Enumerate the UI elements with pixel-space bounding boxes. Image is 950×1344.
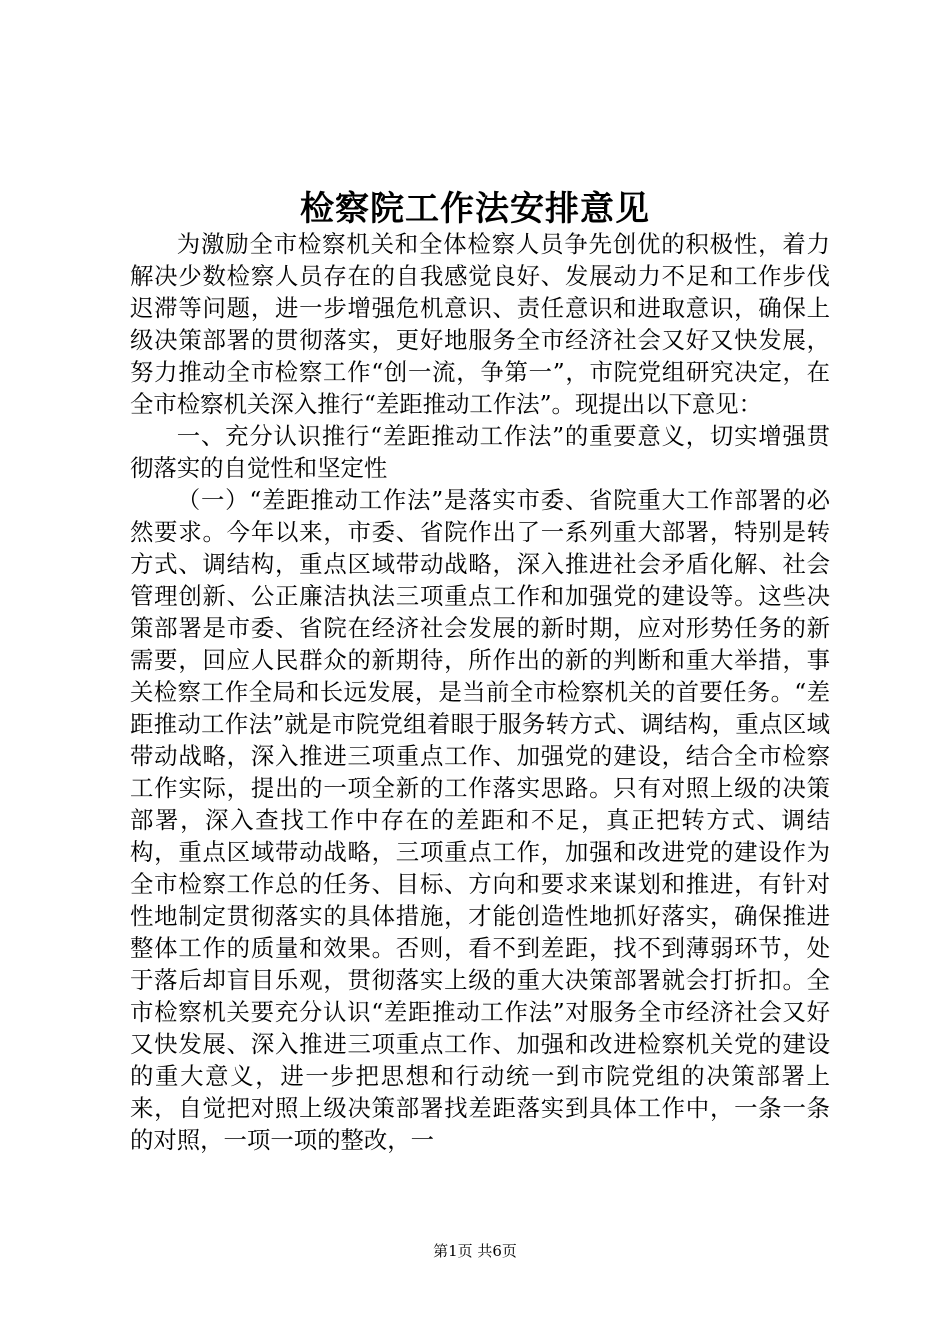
paragraph-subsection-1: （一）“差距推动工作法”是落实市委、省院重大工作部署的必然要求。今年以来，市委、省院作出了一系列重大部署，特别是转方式、调结构，重点区域带动战略，深入推进社会矛盾化解、社会管理创新、公正廉洁执法三项重点工作和加强党的建设等。这些决策部署是市委、省院在经济社会发展的新时期，应对形势任务的新需要，回应人民群众的新期待，所作出的新的判断和重大举措，事关检察工作全局和长远发展，是当前全市检察机关的首要任务。“差距推动工作法”就是市院党组着眼于服务转方式、调结构，重点区域带动战略，深入推进三项重点工作、加强党的建设，结合全市检察工作实际，提出的一项全新的工作落实思路。只有对照上级的决策部署，深入查找工作中存在的差距和不足，真正把转方式、调结构，重点区域带动战略，三项重点工作，加强和改进党的建设作为全市检察工作总的任务、目标、方向和要求来谋划和推进，有针对性地制定贯彻落实的具体措施，才能创造性地抓好落实，确保推进整体工作的质量和效果。否则，看不到差距，找不到薄弱环节，处于落后却盲目乐观，贯彻落实上级的重大决策部署就会打折扣。全市检察机关要充分认识“差距推动工作法”对服务全市经济社会又好又快发展、深入推进三项重点工作、加强和改进检察机关党的建设的重大意义，进一步把思想和行动统一到市院党组的决策部署上来，自觉把对照上级决策部署找差距落实到具体工作中，一条一条的对照，一项一项的整改，一 (130, 486, 830, 1154)
document-body (130, 228, 830, 1156)
document-title: 检察院工作法安排意见 (300, 189, 650, 229)
paragraph-intro: 为激励全市检察机关和全体检察人员争先创优的积极性，着力解决少数检察人员存在的自我感觉良好、发展动力不足和工作步伐迟滞等问题，进一步增强危机意识、责任意识和进取意识，确保上级决策部署的贯彻落实，更好地服务全市经济社会又好又快发展，努力推动全市检察工作“创一流，争第一”，市院党组研究决定，在全市检察机关深入推行“差距推动工作法”。现提出以下意见： (130, 230, 830, 418)
page-footer: 第1页 共6页 (433, 1242, 517, 1260)
paragraph-section-heading: 一、充分认识推行“差距推动工作法”的重要意义，切实增强贯彻落实的自觉性和坚定性 (130, 422, 830, 482)
